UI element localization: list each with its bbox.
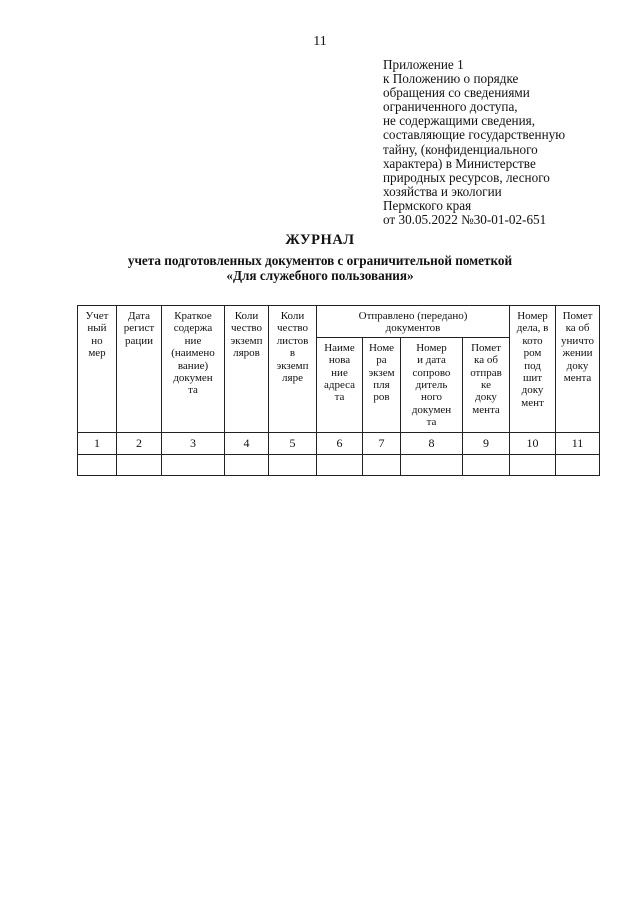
header-text-line: под: [524, 359, 541, 372]
header-text-line: чество: [277, 322, 308, 335]
journal-table: [77, 305, 600, 476]
column-number: 8: [401, 432, 463, 454]
header-subcell: [317, 337, 363, 432]
empty-cell: [401, 454, 463, 475]
header-text-line: вание): [177, 359, 209, 372]
header-text-line: Помет: [471, 341, 501, 354]
header-text-line: кото: [522, 334, 543, 347]
header-text-line: мент: [521, 396, 544, 409]
header-text-line: экземп: [230, 334, 263, 347]
header-text-line: ляре: [282, 372, 303, 385]
appendix-block: [383, 58, 623, 227]
empty-cell: [225, 454, 269, 475]
header-cell: [510, 306, 556, 433]
empty-cell: [510, 454, 556, 475]
empty-cell: [317, 454, 363, 475]
header-text-line: доку: [566, 359, 589, 372]
header-text-line: сопрово: [412, 366, 451, 379]
column-number: 2: [117, 432, 162, 454]
empty-cell: [463, 454, 510, 475]
header-text-line: мер: [88, 347, 106, 360]
header-text-line: Учет: [85, 310, 109, 322]
header-text-line: доку: [521, 384, 544, 397]
column-number: 11: [556, 432, 600, 454]
column-number: 6: [317, 432, 363, 454]
header-cell: [556, 306, 600, 433]
appendix-line: ограниченного доступа,: [383, 99, 518, 115]
header-text-line: (наимено: [171, 347, 215, 360]
column-number: 7: [363, 432, 401, 454]
empty-cell: [117, 454, 162, 475]
header-text-line: мента: [472, 403, 500, 416]
subtitle-line: учета подготовленных документов с ограничительной пометкой: [127, 253, 513, 268]
header-text-line: пля: [373, 379, 390, 392]
empty-cell: [162, 454, 225, 475]
header-text-line: но: [91, 334, 103, 347]
header-text-line: докумен: [173, 372, 213, 385]
appendix-line: характера) в Министерстве: [383, 155, 536, 171]
subtitle-line: «Для служебного пользования»: [226, 267, 414, 283]
header-text-line: ра: [376, 354, 387, 367]
column-number: 9: [463, 432, 510, 454]
journal-title: ЖУРНАЛ: [285, 232, 355, 248]
header-text-line: ке: [481, 379, 491, 392]
header-text-line: та: [188, 384, 198, 397]
header-text-line: ров: [373, 391, 390, 404]
header-text-line: ного: [420, 391, 443, 404]
header-text-line: чество: [231, 322, 262, 335]
header-text-line: Краткое: [174, 310, 212, 322]
header-text-line: ром: [523, 347, 542, 360]
appendix-line: обращения со сведениями: [383, 85, 530, 101]
header-text-line: рации: [124, 334, 154, 347]
header-row-top: [78, 306, 600, 338]
header-text-line: отправ: [470, 366, 502, 379]
header-cell: [117, 306, 162, 433]
appendix-line: Пермского края: [383, 197, 472, 213]
header-text-line: ка об: [565, 322, 590, 335]
header-text-line: Коли: [234, 310, 259, 322]
empty-cell: [363, 454, 401, 475]
header-cell: [162, 306, 225, 433]
header-subcell: [363, 337, 401, 432]
header-text-line: Номер: [416, 341, 447, 354]
header-text-line: Помет: [562, 310, 593, 322]
header-cell: [269, 306, 317, 433]
column-number: 5: [269, 432, 317, 454]
column-number: 10: [510, 432, 556, 454]
header-text-line: жении: [562, 347, 593, 360]
empty-cell: [269, 454, 317, 475]
header-text-line: дела, в: [516, 322, 549, 335]
header-text-line: в: [289, 347, 296, 360]
header-text-line: дитель: [415, 379, 448, 392]
empty-cell: [556, 454, 600, 475]
header-text-line: экзем: [368, 366, 395, 379]
header-subcell: [463, 337, 510, 432]
header-text-line: Номе: [368, 341, 395, 354]
page-number: 11: [313, 34, 327, 49]
header-text-line: уничто: [561, 334, 595, 347]
appendix-line: от 30.05.2022 №30-01-02-651: [383, 212, 547, 228]
empty-cell: [78, 454, 117, 475]
header-text-line: нова: [328, 354, 351, 367]
column-number: 4: [225, 432, 269, 454]
header-subcell: [401, 337, 463, 432]
header-cell: [225, 306, 269, 433]
empty-row: [78, 454, 600, 475]
header-text-line: Отправлено (передано): [358, 310, 468, 322]
header-text-line: листов: [276, 334, 309, 347]
appendix-line: Приложение 1: [383, 57, 464, 72]
header-text-line: та: [334, 391, 345, 404]
column-number: 3: [162, 432, 225, 454]
header-text-line: та: [426, 416, 437, 429]
header-text-line: докумен: [411, 403, 452, 416]
header-text-line: шит: [522, 372, 543, 385]
header-text-line: Коли: [280, 310, 305, 322]
appendix-line: к Положению о порядке: [383, 71, 519, 87]
header-text-line: ляров: [233, 347, 260, 360]
header-text-line: регист: [123, 322, 155, 335]
appendix-line: тайну, (конфиденциального: [383, 141, 538, 157]
header-text-line: Дата: [128, 310, 150, 322]
header-text-line: ка об: [474, 354, 498, 367]
header-text-line: документов: [385, 322, 441, 335]
header-text-line: ние: [331, 366, 348, 379]
appendix-line: составляющие государственную: [383, 127, 566, 143]
header-text-line: содержа: [173, 322, 213, 335]
header-group-cell: [317, 306, 510, 338]
header-text-line: мента: [563, 372, 592, 385]
header-cell: [78, 306, 117, 433]
appendix-line: хозяйства и экологии: [383, 183, 502, 199]
header-text-line: ние: [184, 334, 202, 347]
header-text-line: экземп: [276, 359, 309, 372]
header-text-line: Наиме: [324, 341, 355, 354]
header-text-line: Номер: [517, 310, 548, 322]
header-text-line: адреса: [323, 379, 356, 392]
header-text-line: ный: [87, 322, 107, 335]
journal-subtitle: [0, 254, 640, 283]
column-number-row: [78, 432, 600, 454]
appendix-line: не содержащими сведения,: [383, 113, 536, 129]
column-number: 1: [78, 432, 117, 454]
header-text-line: доку: [475, 391, 497, 404]
appendix-line: природных ресурсов, лесного: [383, 169, 550, 185]
header-text-line: и дата: [417, 354, 446, 367]
